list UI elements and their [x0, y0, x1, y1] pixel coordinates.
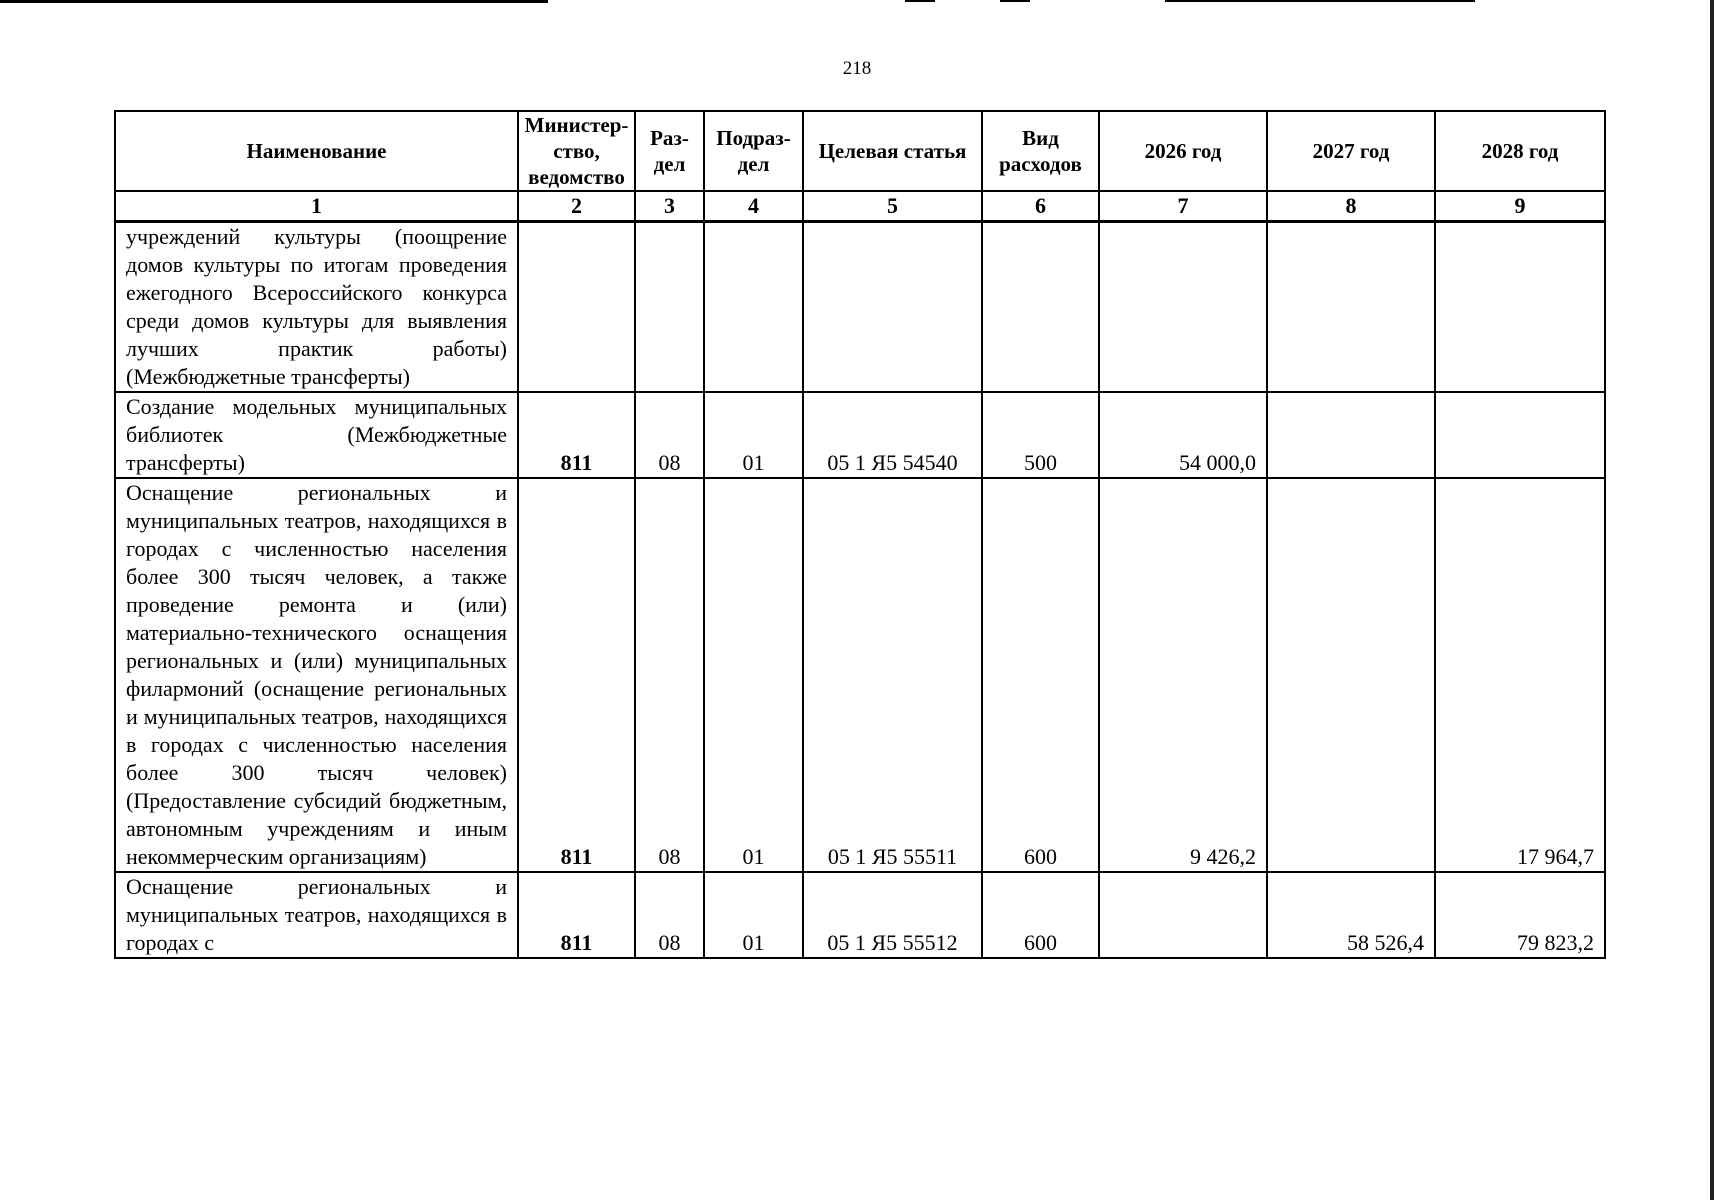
table-row: [115, 872, 1605, 958]
row-2027: [1267, 222, 1435, 393]
column-number: 8: [1267, 191, 1435, 222]
row-2028: [1435, 222, 1605, 393]
column-number: 7: [1099, 191, 1267, 222]
row-ministry: 811: [518, 478, 635, 872]
header-section: Раз-дел: [635, 111, 704, 191]
column-number: 3: [635, 191, 704, 222]
header-2028: 2028 год: [1435, 111, 1605, 191]
row-subsection: 01: [704, 478, 803, 872]
scan-artifact: [1000, 0, 1030, 2]
row-expense-type: 600: [982, 872, 1099, 958]
row-ministry: 811: [518, 872, 635, 958]
column-number: 2: [518, 191, 635, 222]
row-subsection: 01: [704, 872, 803, 958]
header-ministry: Министер-ство, ведомство: [518, 111, 635, 191]
row-expense-type: [982, 222, 1099, 393]
row-section: 08: [635, 872, 704, 958]
row-name: Оснащение региональных и муниципальных театров, находящихся в городах с: [115, 872, 518, 958]
scan-edge: [1710, 0, 1714, 1200]
row-subsection: [704, 222, 803, 393]
column-number: 9: [1435, 191, 1605, 222]
header-subsection: Подраз-дел: [704, 111, 803, 191]
row-section: 08: [635, 478, 704, 872]
row-2027: [1267, 478, 1435, 872]
row-2026: 9 426,2: [1099, 478, 1267, 872]
budget-table: [114, 110, 1606, 959]
table-header-row: [115, 111, 1605, 191]
table-row: [115, 478, 1605, 872]
header-target: Целевая статья: [803, 111, 982, 191]
header-2027: 2027 год: [1267, 111, 1435, 191]
scan-artifact: [1165, 0, 1475, 2]
table-row: [115, 392, 1605, 478]
column-number: 4: [704, 191, 803, 222]
row-ministry: 811: [518, 392, 635, 478]
row-2028: 17 964,7: [1435, 478, 1605, 872]
table-row: [115, 222, 1605, 393]
scan-artifact: [0, 0, 548, 3]
header-name: Наименование: [115, 111, 518, 191]
row-name: Оснащение региональных и муниципальных театров, находящихся в городах с численностью населения более 300 тысяч человек, а также проведение ремонта и (или) материально-технического оснащения региональных и (или) муниципальных филармоний (оснащение региональных и муниципальных театров, находящихся в городах с численностью населения более 300 тысяч человек) (Предоставление субсидий бюджетным, автономным учреждениям и иным некоммерческим организациям): [115, 478, 518, 872]
row-name: Создание модельных муниципальных библиотек (Межбюджетные трансферты): [115, 392, 518, 478]
row-2027: [1267, 392, 1435, 478]
row-2027: 58 526,4: [1267, 872, 1435, 958]
row-section: 08: [635, 392, 704, 478]
row-target: 05 1 Я5 55511: [803, 478, 982, 872]
row-expense-type: 500: [982, 392, 1099, 478]
row-target: 05 1 Я5 54540: [803, 392, 982, 478]
row-target: [803, 222, 982, 393]
row-subsection: 01: [704, 392, 803, 478]
header-expense-type: Вид расходов: [982, 111, 1099, 191]
row-ministry: [518, 222, 635, 393]
header-2026: 2026 год: [1099, 111, 1267, 191]
row-2028: [1435, 392, 1605, 478]
row-2028: 79 823,2: [1435, 872, 1605, 958]
row-2026: 54 000,0: [1099, 392, 1267, 478]
row-name: учреждений культуры (поощрение домов культуры по итогам проведения ежегодного Всероссийского конкурса среди домов культуры для выявления лучших практик работы) (Межбюджетные трансферты): [115, 222, 518, 393]
row-target: 05 1 Я5 55512: [803, 872, 982, 958]
column-number: 6: [982, 191, 1099, 222]
row-section: [635, 222, 704, 393]
column-number: 1: [115, 191, 518, 222]
row-expense-type: 600: [982, 478, 1099, 872]
page-number: 218: [842, 58, 872, 79]
column-number: 5: [803, 191, 982, 222]
scan-artifact: [905, 0, 935, 2]
row-2026: [1099, 222, 1267, 393]
row-2026: [1099, 872, 1267, 958]
column-number-row: [115, 191, 1605, 222]
